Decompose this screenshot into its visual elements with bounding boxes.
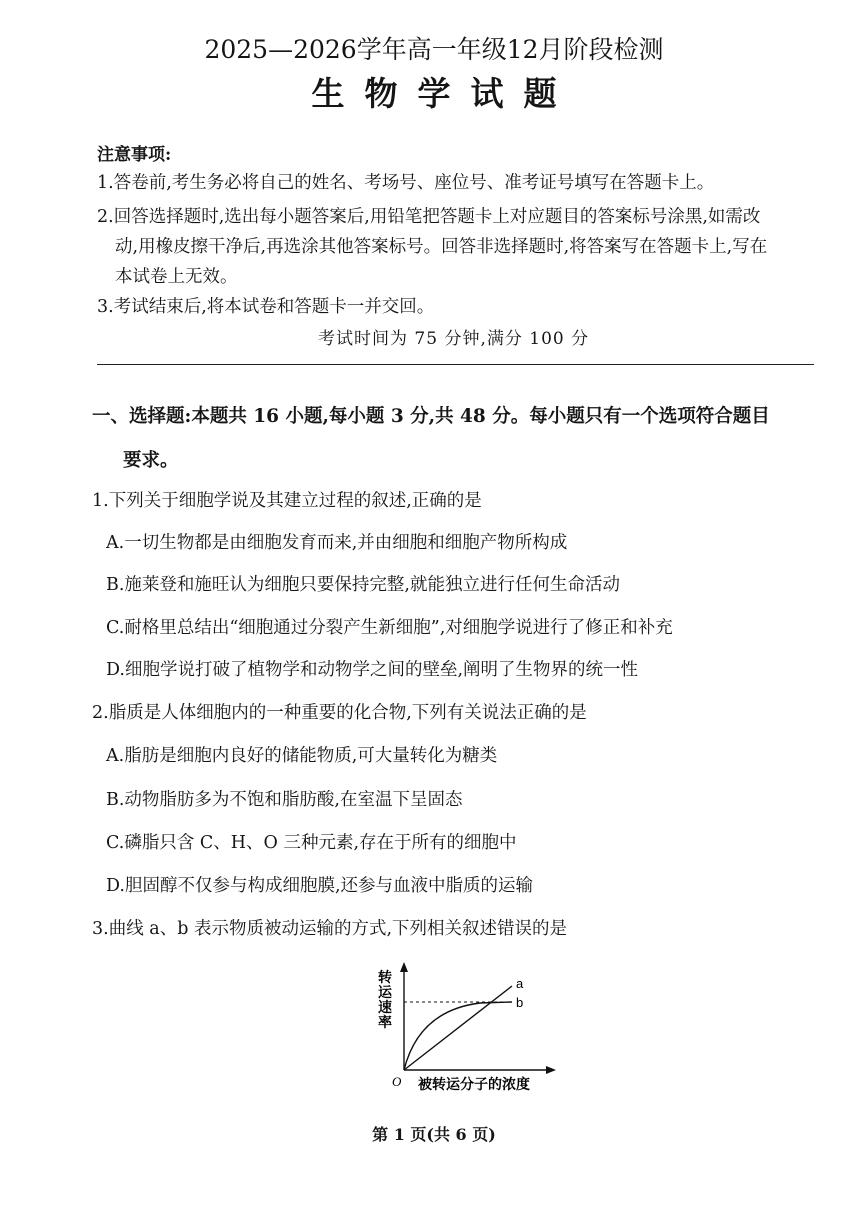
section-heading (92, 395, 822, 483)
note-item-2: 2.回答选择题时,选出每小题答案后,用铅笔把答题卡上对应题目的答案标号涂黑,如需改 (97, 207, 761, 227)
x-axis-arrow (546, 1066, 556, 1074)
subject-title: 生物学试题 (311, 74, 577, 113)
note-item-3: 3.考试结束后,将本试卷和答题卡一并交回。 (97, 297, 435, 317)
transport-rate-figure (370, 960, 570, 1100)
note-item-1: 1.答卷前,考生务必将自己的姓名、考场号、座位号、准考证号填写在答题卡上。 (97, 173, 715, 193)
exam-title: 2025—2026学年高一年级12月阶段检测 (204, 35, 664, 64)
question-3-stem: 3.曲线 a、b 表示物质被动运输的方式,下列相关叙述错误的是 (92, 919, 568, 939)
y-axis-arrow (400, 962, 408, 972)
section-heading-line1: 一、选择题:本题共 16 小题,每小题 3 分,共 48 分。每小题只有一个选项符合题目 (92, 406, 770, 427)
question-1-option-b: B.施莱登和施旺认为细胞只要保持完整,就能独立进行任何生命活动 (106, 575, 620, 595)
x-axis-label: 被转运分子的浓度 (418, 1077, 530, 1093)
note-item-2-cont2: 本试卷上无效。 (115, 267, 238, 287)
question-2-stem: 2.脂质是人体细胞内的一种重要的化合物,下列有关说法正确的是 (92, 703, 587, 723)
question-2-option-d: D.胆固醇不仅参与构成细胞膜,还参与血液中脂质的运输 (106, 876, 534, 896)
question-2-option-b: B.动物脂肪多为不饱和脂肪酸,在室温下呈固态 (106, 790, 463, 810)
section-heading-line2: 要求。 (123, 450, 179, 471)
y-axis-label: 转运速率 (378, 970, 392, 1031)
note-item-2-cont: 动,用橡皮擦干净后,再选涂其他答案标号。回答非选择题时,将答案写在答题卡上,写在 (115, 237, 768, 257)
curve-b-line (404, 1002, 512, 1070)
question-1-option-d: D.细胞学说打破了植物学和动物学之间的壁垒,阐明了生物界的统一性 (106, 660, 639, 680)
question-1-option-a: A.一切生物都是由细胞发育而来,并由细胞和细胞产物所构成 (106, 533, 568, 553)
curve-a-label: a (516, 976, 524, 991)
notes-heading: 注意事项: (97, 145, 172, 165)
exam-time: 考试时间为 75 分钟,满分 100 分 (318, 329, 590, 349)
curve-b-label: b (516, 995, 524, 1010)
question-1-stem: 1.下列关于细胞学说及其建立过程的叙述,正确的是 (92, 491, 482, 511)
question-1-option-c: C.耐格里总结出“细胞通过分裂产生新细胞”,对细胞学说进行了修正和补充 (106, 618, 673, 638)
page-number: 第 1 页(共 6 页) (372, 1125, 496, 1144)
question-2-option-c: C.磷脂只含 C、H、O 三种元素,存在于所有的细胞中 (106, 833, 517, 853)
divider (97, 364, 814, 365)
curve-a-line (404, 986, 512, 1070)
origin-label: O (392, 1074, 402, 1089)
question-2-option-a: A.脂肪是细胞内良好的储能物质,可大量转化为糖类 (106, 746, 498, 766)
